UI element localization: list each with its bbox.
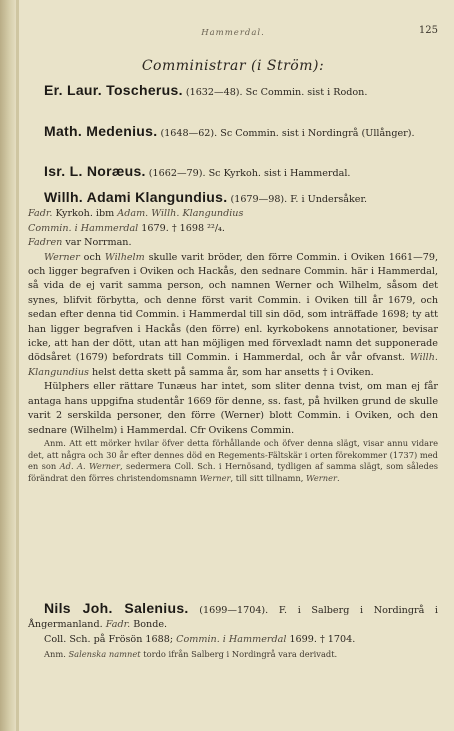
page-edge xyxy=(16,0,19,731)
entry-text: (1699—1704). F. i Salberg i Nordingrå i Ångermanland. xyxy=(28,605,438,631)
person-name: Willh. Adami Klangundius. xyxy=(44,189,228,205)
person-name: Math. Medenius. xyxy=(44,123,158,139)
entry-text: 1679. † 1698 ²²/₄. xyxy=(138,222,225,234)
italic-text: Fadr. xyxy=(28,208,53,220)
book-binding xyxy=(0,0,16,731)
note-text: Anm. Att ett mörker hvilar öfver detta förhållande och öfver denna slägt, visar annu vidare det, att några och 30 år efter dennes död en Regements-Fältskär i orten förekommer (1737) med en son xyxy=(28,437,438,472)
commentary-paragraph xyxy=(28,380,438,438)
annotation-note xyxy=(28,438,438,484)
italic-text: Fadr. xyxy=(105,619,131,631)
note-text: . xyxy=(336,472,340,483)
entry-text: (1679—98). F. i Undersåker. xyxy=(227,194,368,205)
page-header xyxy=(28,26,438,40)
italic-text: Commin. i Hammerdal xyxy=(176,633,287,645)
annotation-note xyxy=(28,649,438,661)
italic-text: Werner xyxy=(44,251,80,263)
entry-text: Coll. Sch. på Frösön 1688; xyxy=(44,633,177,645)
italic-text: Fadren xyxy=(28,237,63,249)
note-text: tordo ifrån Salberg i Nordingrå vara derivadt. xyxy=(140,649,338,660)
entry-noraeus xyxy=(28,164,438,181)
entry-paragraph xyxy=(28,83,438,100)
entry-text: (1648—62). Sc Commin. sist i Nordingrå (Ullånger). xyxy=(157,128,415,139)
note-text: Anm. xyxy=(44,649,69,660)
entry-text: 1699. † 1704. xyxy=(286,633,356,645)
italic-text: Adam. Willh. Klangundius xyxy=(117,208,244,220)
entry-line xyxy=(28,236,438,250)
note-text: , till sitt tillnamn, xyxy=(230,472,307,483)
entry-text: (1662—79). Sc Kyrkoh. sist i Hammerdal. xyxy=(145,168,351,179)
entry-text: skulle varit bröder, den förre Commin. i Oviken 1661—79, och ligger begrafven i Oviken och Hackås, den sednare Commin. här i Hammerdal, så vida de ej varit samma person, och namnen Werner och Wilhelm, såsom det synes, blifvit förbytta, och denne först varit Commin. i Oviken till år 1679, och sedan efter denna tid Commin. i Hammerdal till sin död, som inträffade 1698; ty att han ligger begrafven i Hackås (den förre) enl. kyrkobokens annotationer, bevisar icke, att han der dött, utan att han möjligen med förvexladt namn det supponerade dödsåret (1679) befordrats till Commin. i Hammerdal, och år vår ofvanst. xyxy=(28,251,438,364)
person-name: Er. Laur. Toscherus. xyxy=(44,82,183,98)
italic-text: Salenska namnet xyxy=(68,649,141,660)
entry-klangundius xyxy=(28,190,438,484)
entry-heading-line xyxy=(28,190,438,207)
entry-text: var Norrman. xyxy=(62,237,132,249)
entry-text: Bonde. xyxy=(130,619,168,631)
entry-text: Kyrkoh. ibm xyxy=(52,208,118,220)
entry-heading-line xyxy=(28,601,438,633)
entry-medenius xyxy=(28,124,438,141)
entry-salenius xyxy=(28,601,438,661)
entry-paragraph xyxy=(28,164,438,181)
entry-toscherus xyxy=(28,83,438,100)
italic-text: Willh. Klangundius xyxy=(28,352,438,378)
italic-text: Ad. A. Werner xyxy=(59,461,121,472)
entry-text: och xyxy=(79,251,105,263)
note-text: , sedermera Coll. Sch. i Hernösand, tydligen af samma slägt, som således förändrat den förres christendomsnamn xyxy=(28,461,439,483)
person-name: Isr. L. Noræus. xyxy=(44,163,146,179)
running-head: Hammerdal. xyxy=(201,28,265,38)
italic-text: Werner xyxy=(199,472,231,483)
entry-line xyxy=(28,633,438,647)
section-title: Comministrar (i Ström): xyxy=(141,58,325,74)
entry-line xyxy=(28,207,438,221)
entry-text: Hülphers eller rättare Tunæus har intet, som sliter denna tvist, om man ej får antaga hans uppgifna studentår 1669 för denne, ss. fast, på hvilken grund de skulle varit 2 serskilda personer, den förre (Werner) blott Commin. i Oviken, och den sednare (Wilhelm) i Hammerdal. Cfr Ovikens Commin. xyxy=(28,381,438,436)
italic-text: Werner xyxy=(306,472,337,483)
entry-text: (1632—48). Sc Commin. sist i Rodon. xyxy=(182,87,368,98)
entry-line xyxy=(28,222,438,236)
page-number: 125 xyxy=(418,25,438,36)
entry-text: helst detta skett på samma år, som har ansetts † i Oviken. xyxy=(88,366,374,378)
entry-paragraph xyxy=(28,124,438,141)
italic-text: Wilhelm xyxy=(104,251,145,263)
commentary-paragraph xyxy=(28,251,438,381)
person-name: Nils Joh. Salenius. xyxy=(44,600,189,616)
italic-text: Commin. i Hammerdal xyxy=(28,222,139,234)
